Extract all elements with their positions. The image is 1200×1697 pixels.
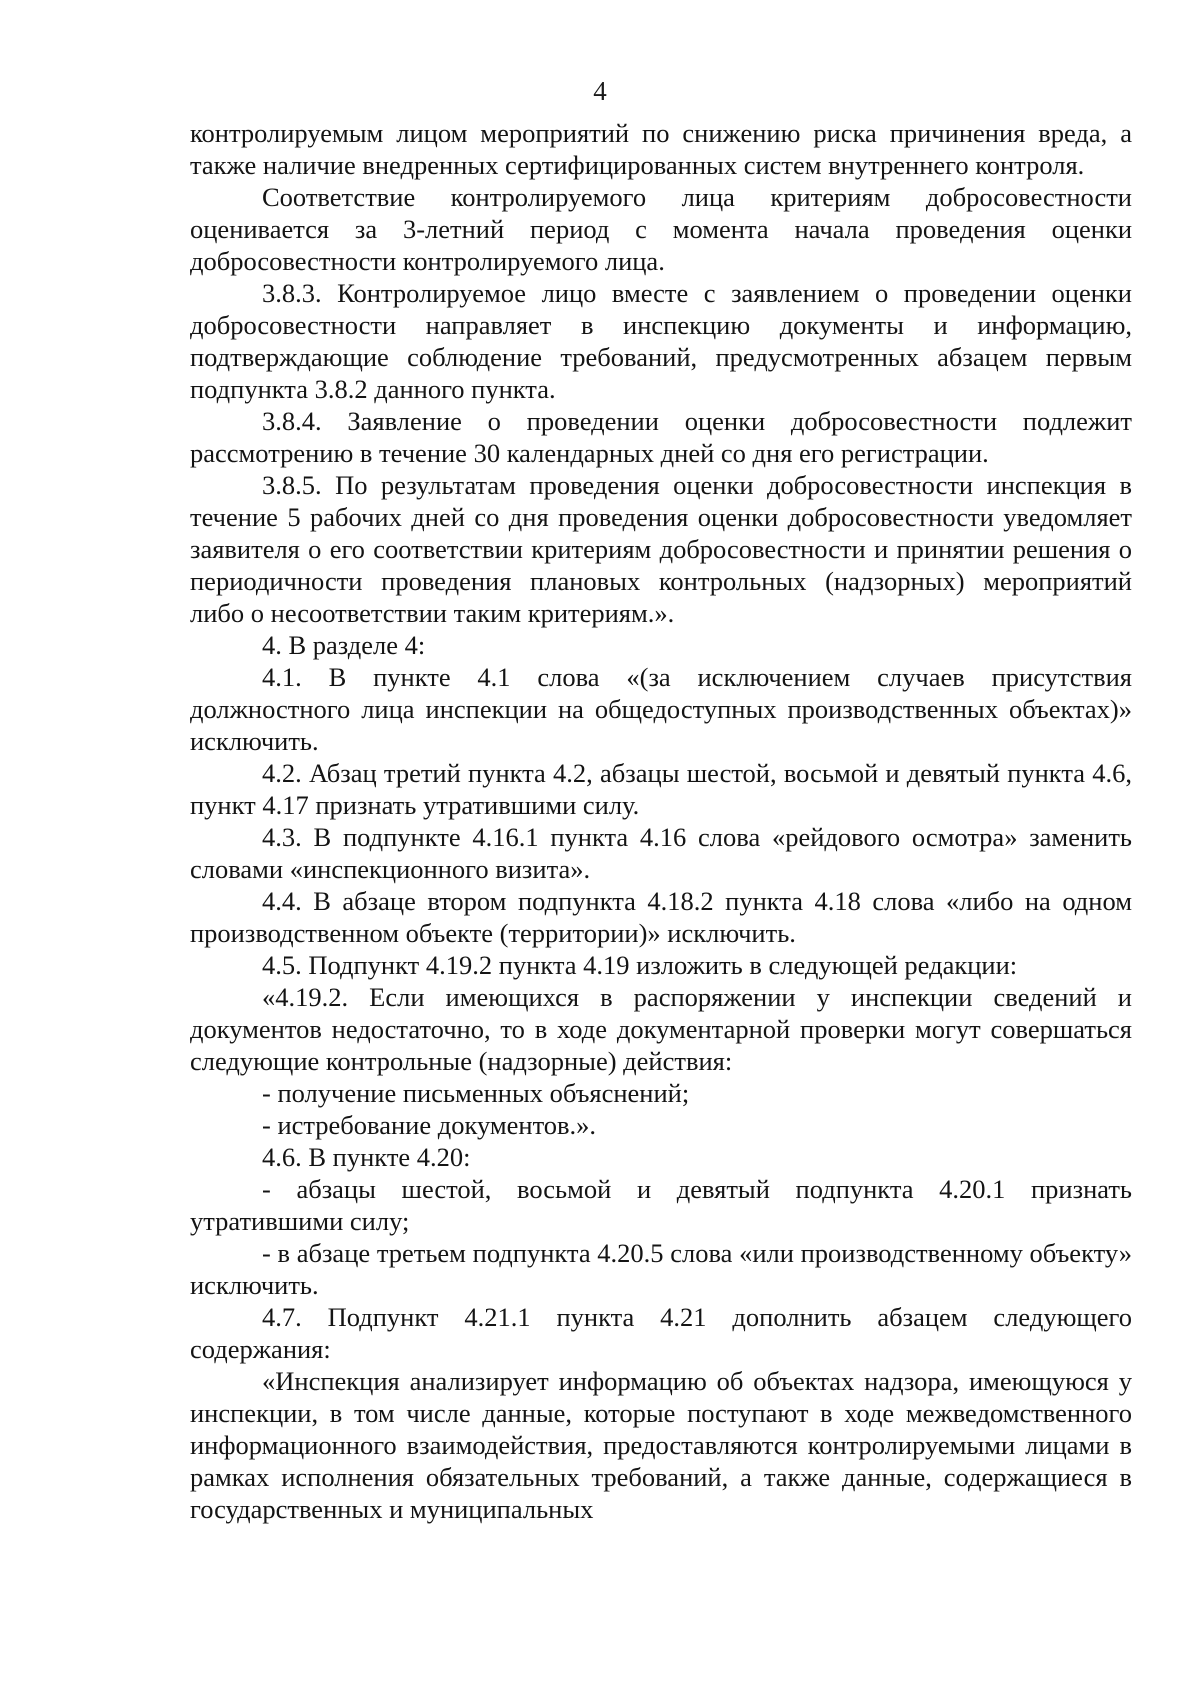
paragraph-4-5: 4.5. Подпункт 4.19.2 пункта 4.19 изложить в следующей редакции: bbox=[262, 950, 1018, 980]
paragraph-4-3: 4.3. В подпункте 4.16.1 пункта 4.16 слова «рейдового осмотра» заменить словами «инспекционного визита». bbox=[190, 822, 1132, 884]
paragraph-3-8-4: 3.8.4. Заявление о проведении оценки добросовестности подлежит рассмотрению в течение 30 календарных дней со дня его регистрации. bbox=[190, 406, 1132, 468]
paragraph-4-2: 4.2. Абзац третий пункта 4.2, абзацы шестой, восьмой и девятый пункта 4.6, пункт 4.17 признать утратившими силу. bbox=[190, 758, 1132, 820]
list-item-explanations: - получение письменных объяснений; bbox=[262, 1078, 690, 1108]
paragraph-continuation: контролируемым лицом мероприятий по снижению риска причинения вреда, а также наличие внедренных сертифицированных систем внутреннего контроля. bbox=[190, 118, 1132, 180]
paragraph-section-4: 4. В разделе 4: bbox=[262, 630, 426, 660]
paragraph-3-8-5: 3.8.5. По результатам проведения оценки добросовестности инспекция в течение 5 рабочих дней со дня проведения оценки добросовестности уведомляет заявителя о его соответствии критериям добросовестности и принятии решения о периодичности проведения плановых контрольных (надзорных) мероприятий либо о несоответствии таким критериям.». bbox=[190, 470, 1132, 628]
paragraph-4-1: 4.1. В пункте 4.1 слова «(за исключением случаев присутствия должностного лица инспекции на общедоступных производственных объектах)» исключить. bbox=[190, 662, 1132, 756]
paragraph-4-19-2: «4.19.2. Если имеющихся в распоряжении у инспекции сведений и документов недостаточно, то в ходе документарной проверки могут совершаться следующие контрольные (надзорные) действия: bbox=[190, 982, 1132, 1076]
paragraph-4-7: 4.7. Подпункт 4.21.1 пункта 4.21 дополнить абзацем следующего содержания: bbox=[190, 1302, 1132, 1364]
list-item-4-20-5: - в абзаце третьем подпункта 4.20.5 слова «или производственному объекту» исключить. bbox=[190, 1238, 1132, 1300]
paragraph-inspection-analysis: «Инспекция анализирует информацию об объектах надзора, имеющуюся у инспекции, в том числе данные, которые поступают в ходе межведомственного информационного взаимодействия, предоставляются контролируемыми лицами в рамках исполнения обязательных требований, а также данные, содержащиеся в государственных и муниципальных bbox=[190, 1366, 1132, 1524]
paragraph-4-4: 4.4. В абзаце втором подпункта 4.18.2 пункта 4.18 слова «либо на одном производственном объекте (территории)» исключить. bbox=[190, 886, 1132, 948]
list-item-documents: - истребование документов.». bbox=[262, 1110, 597, 1140]
document-body bbox=[190, 117, 1132, 1525]
paragraph-4-6: 4.6. В пункте 4.20: bbox=[262, 1142, 471, 1172]
page-number: 4 bbox=[593, 76, 607, 106]
paragraph-assessment-period: Соответствие контролируемого лица критериям добросовестности оценивается за 3-летний период с момента начала проведения оценки добросовестности контролируемого лица. bbox=[190, 182, 1132, 276]
paragraph-3-8-3: 3.8.3. Контролируемое лицо вместе с заявлением о проведении оценки добросовестности направляет в инспекцию документы и информацию, подтверждающие соблюдение требований, предусмотренных абзацем первым подпункта 3.8.2 данного пункта. bbox=[190, 278, 1132, 404]
list-item-4-20-1: - абзацы шестой, восьмой и девятый подпункта 4.20.1 признать утратившими силу; bbox=[190, 1174, 1132, 1236]
